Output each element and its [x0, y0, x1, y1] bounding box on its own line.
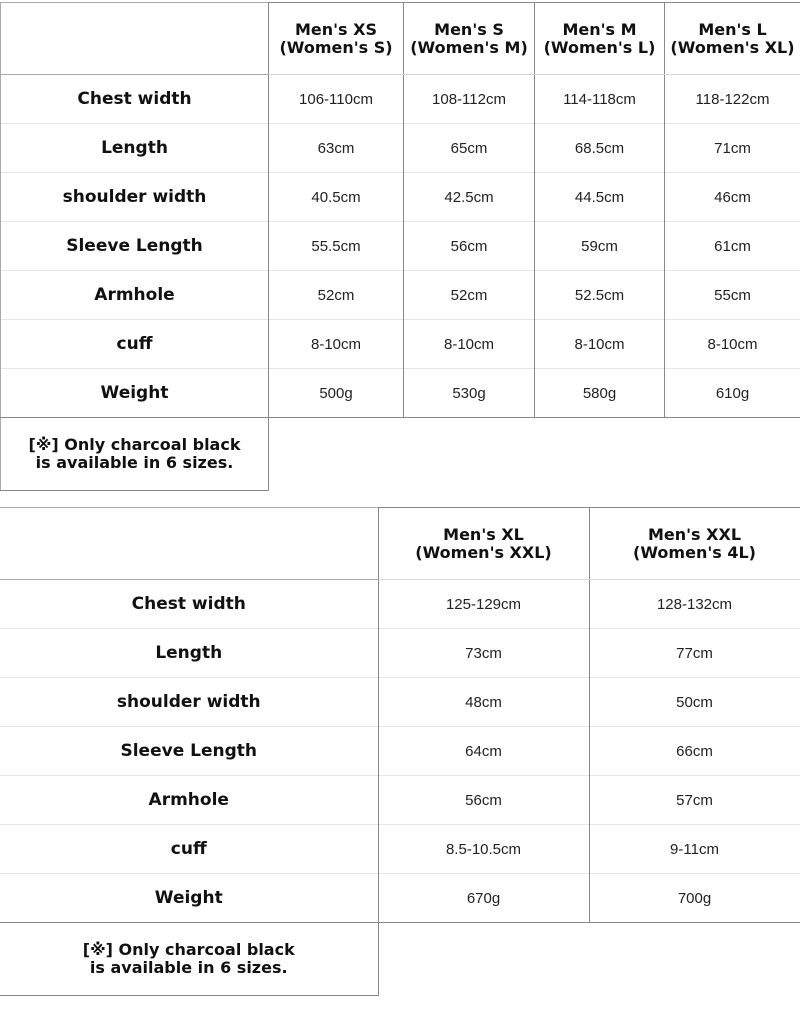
value-cell: 56cm: [378, 776, 589, 825]
value-cell: 52cm: [404, 271, 535, 320]
table-row: [1, 369, 800, 418]
table-row: [1, 124, 800, 173]
table-row: [1, 271, 800, 320]
value-cell: 66cm: [589, 727, 800, 776]
header-corner-cell: [0, 508, 378, 580]
row-label: shoulder width: [1, 173, 269, 222]
value-cell: 670g: [378, 874, 589, 923]
value-cell: 580g: [535, 369, 665, 418]
value-cell: 114-118cm: [535, 75, 665, 124]
table-row: [1, 320, 800, 369]
row-label: shoulder width: [0, 678, 378, 727]
row-label: Length: [1, 124, 269, 173]
table-row: [0, 825, 800, 874]
value-cell: 610g: [665, 369, 800, 418]
table-row: [0, 727, 800, 776]
value-cell: 48cm: [378, 678, 589, 727]
size-header: Men's XS (Women's S): [269, 3, 404, 75]
value-cell: 65cm: [404, 124, 535, 173]
value-cell: 61cm: [665, 222, 800, 271]
value-cell: 71cm: [665, 124, 800, 173]
row-label: Armhole: [1, 271, 269, 320]
value-cell: 68.5cm: [535, 124, 665, 173]
size-header: Men's S (Women's M): [404, 3, 535, 75]
row-label: Armhole: [0, 776, 378, 825]
row-label: Weight: [0, 874, 378, 923]
value-cell: 52cm: [269, 271, 404, 320]
row-label: Sleeve Length: [1, 222, 269, 271]
table-row: [0, 678, 800, 727]
row-label: cuff: [1, 320, 269, 369]
value-cell: 128-132cm: [589, 580, 800, 629]
row-label: Chest width: [1, 75, 269, 124]
value-cell: 500g: [269, 369, 404, 418]
value-cell: 50cm: [589, 678, 800, 727]
table-row: [0, 580, 800, 629]
value-cell: 59cm: [535, 222, 665, 271]
table-row: [1, 75, 800, 124]
table-row: [1, 222, 800, 271]
header-row: [0, 508, 800, 580]
table-row: [0, 629, 800, 678]
note-row: [1, 418, 800, 491]
row-label: cuff: [0, 825, 378, 874]
value-cell: 700g: [589, 874, 800, 923]
value-cell: 56cm: [404, 222, 535, 271]
value-cell: 63cm: [269, 124, 404, 173]
row-label: Weight: [1, 369, 269, 418]
value-cell: 118-122cm: [665, 75, 800, 124]
availability-note: [※] Only charcoal black is available in 6 sizes.: [0, 923, 378, 996]
size-header: Men's M (Women's L): [535, 3, 665, 75]
value-cell: 108-112cm: [404, 75, 535, 124]
value-cell: 8-10cm: [665, 320, 800, 369]
size-header: Men's XXL (Women's 4L): [589, 508, 800, 580]
value-cell: 77cm: [589, 629, 800, 678]
size-header: Men's XL (Women's XXL): [378, 508, 589, 580]
value-cell: 57cm: [589, 776, 800, 825]
value-cell: 530g: [404, 369, 535, 418]
value-cell: 52.5cm: [535, 271, 665, 320]
value-cell: 9-11cm: [589, 825, 800, 874]
table-row: [0, 874, 800, 923]
header-corner-cell: [1, 3, 269, 75]
size-table-2: [0, 507, 800, 996]
row-label: Length: [0, 629, 378, 678]
value-cell: 8-10cm: [404, 320, 535, 369]
header-row: [1, 3, 800, 75]
value-cell: 44.5cm: [535, 173, 665, 222]
value-cell: 8-10cm: [269, 320, 404, 369]
value-cell: 125-129cm: [378, 580, 589, 629]
value-cell: 46cm: [665, 173, 800, 222]
value-cell: 55cm: [665, 271, 800, 320]
table-row: [1, 173, 800, 222]
size-table-1: [0, 2, 800, 491]
value-cell: 64cm: [378, 727, 589, 776]
size-header: Men's L (Women's XL): [665, 3, 800, 75]
value-cell: 8-10cm: [535, 320, 665, 369]
note-spacer: [269, 418, 800, 491]
value-cell: 8.5-10.5cm: [378, 825, 589, 874]
value-cell: 40.5cm: [269, 173, 404, 222]
value-cell: 42.5cm: [404, 173, 535, 222]
row-label: Chest width: [0, 580, 378, 629]
value-cell: 73cm: [378, 629, 589, 678]
note-row: [0, 923, 800, 996]
value-cell: 106-110cm: [269, 75, 404, 124]
table-row: [0, 776, 800, 825]
row-label: Sleeve Length: [0, 727, 378, 776]
availability-note: [※] Only charcoal black is available in 6 sizes.: [1, 418, 269, 491]
value-cell: 55.5cm: [269, 222, 404, 271]
note-spacer: [378, 923, 800, 996]
